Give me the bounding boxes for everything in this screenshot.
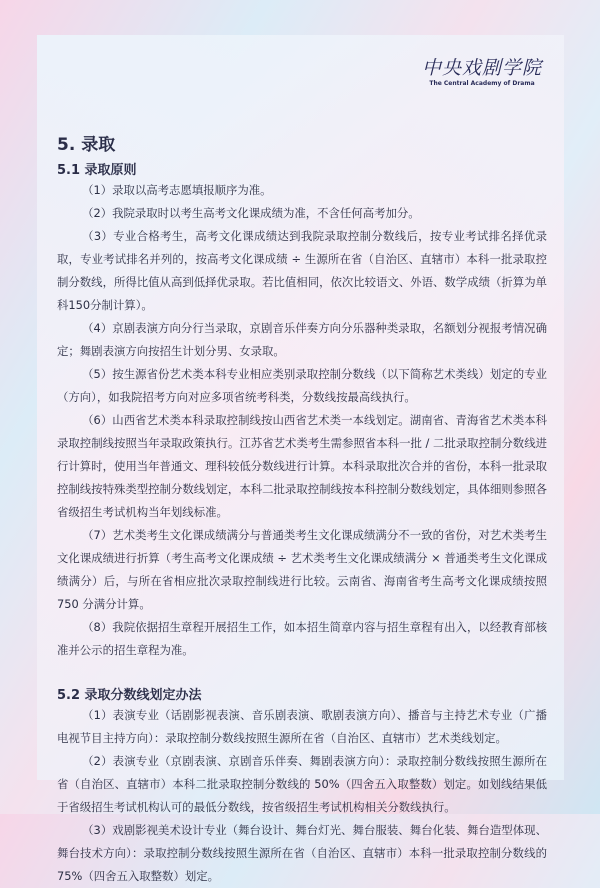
paragraph: （6）山西省艺术类本科录取控制线按山西省艺术类一本线划定。湖南省、青海省艺术类本科录取控制线按照当年录取政策执行。江苏省艺术类考生需参照省本科一批 / 二批录取控制分数线进行计算时，使用当年普通文、理科较低分数线进行计算。本科录取批次合并的省份，本科一批录取控制线按特殊类型控制分数线划定，本科二批录取控制线按本科控制分数线划定，具体细则参照各省级招生考试机构当年划线标准。: [57, 413, 547, 519]
paragraph: （3）戏剧影视美术设计专业（舞台设计、舞台灯光、舞台服装、舞台化装、舞台造型体现、舞台技术方向）：录取控制分数线按照生源所在省（自治区、直辖市）本科一批录取控制分数线的 75%（四舍五入取整数）划定。: [57, 823, 547, 883]
document-page: [37, 35, 564, 883]
paragraph: （2）表演专业（京剧表演、京剧音乐伴奏、舞剧表演方向）：录取控制分数线按照生源所在省（自治区、直辖市）本科二批录取控制分数线的 50%（四舍五入取整数）划定。如划线结果低于省级招生考试机构认可的最低分数线，按省级招生考试机构相关分数线执行。: [57, 754, 547, 814]
paragraph: （1）表演专业（话剧影视表演、音乐剧表演、歌剧表演方向）、播音与主持艺术专业（广播电视节目主持方向）：录取控制分数线按照生源所在省（自治区、直辖市）艺术类线划定。: [57, 708, 547, 745]
paragraph: （8）我院依据招生章程开展招生工作，如本招生简章内容与招生章程有出入，以经教育部核准并公示的招生章程为准。: [57, 620, 547, 657]
paragraph: （3）专业合格考生，高考文化课成绩达到我院录取控制分数线后，按专业考试排名择优录取，专业考试排名并列的，按高考文化课成绩 ÷ 生源所在省（自治区、直辖市）本科一批录取控制分数线，所得比值从高到低择优录取。若比值相同，依次比较语文、外语、数学成绩（折算为单科150分制计算）。: [57, 229, 547, 312]
paragraph: （7）艺术类考生文化课成绩满分与普通类考生文化课成绩满分不一致的省份，对艺术类考生文化课成绩进行折算（考生高考文化课成绩 ÷ 艺术类考生文化课成绩满分 × 普通类考生文化课成绩满分）后，与所在省相应批次录取控制线进行比较。云南省、海南省考生高考文化课成绩按照 750 分满分计算。: [57, 528, 547, 611]
logo-english-name: The Central Academy of Drama: [429, 80, 535, 87]
paragraph: （1）录取以高考志愿填报顺序为准。: [82, 183, 272, 197]
document-content: [57, 130, 547, 888]
logo-chinese-name: 中央戏剧学院: [421, 57, 542, 79]
paragraph: （2）我院录取时以考生高考文化课成绩为准，不含任何高考加分。: [82, 206, 420, 220]
section-title: 5. 录取: [57, 135, 116, 155]
paragraph: （4）京剧表演方向分行当录取，京剧音乐伴奏方向分乐器种类录取，名额划分视报考情况确定；舞剧表演方向按招生计划分男、女录取。: [57, 321, 547, 358]
subsection-title-5-1: 5.1 录取原则: [57, 163, 137, 178]
subsection-title-5-2: 5.2 录取分数线划定办法: [57, 688, 202, 703]
academy-logo: [422, 53, 542, 87]
paragraph: （5）按生源省份艺术类本科专业相应类别录取控制分数线（以下简称艺术类线）划定的专业（方向），如我院招考方向对应多项省统考科类，分数线按最高线执行。: [57, 367, 547, 404]
